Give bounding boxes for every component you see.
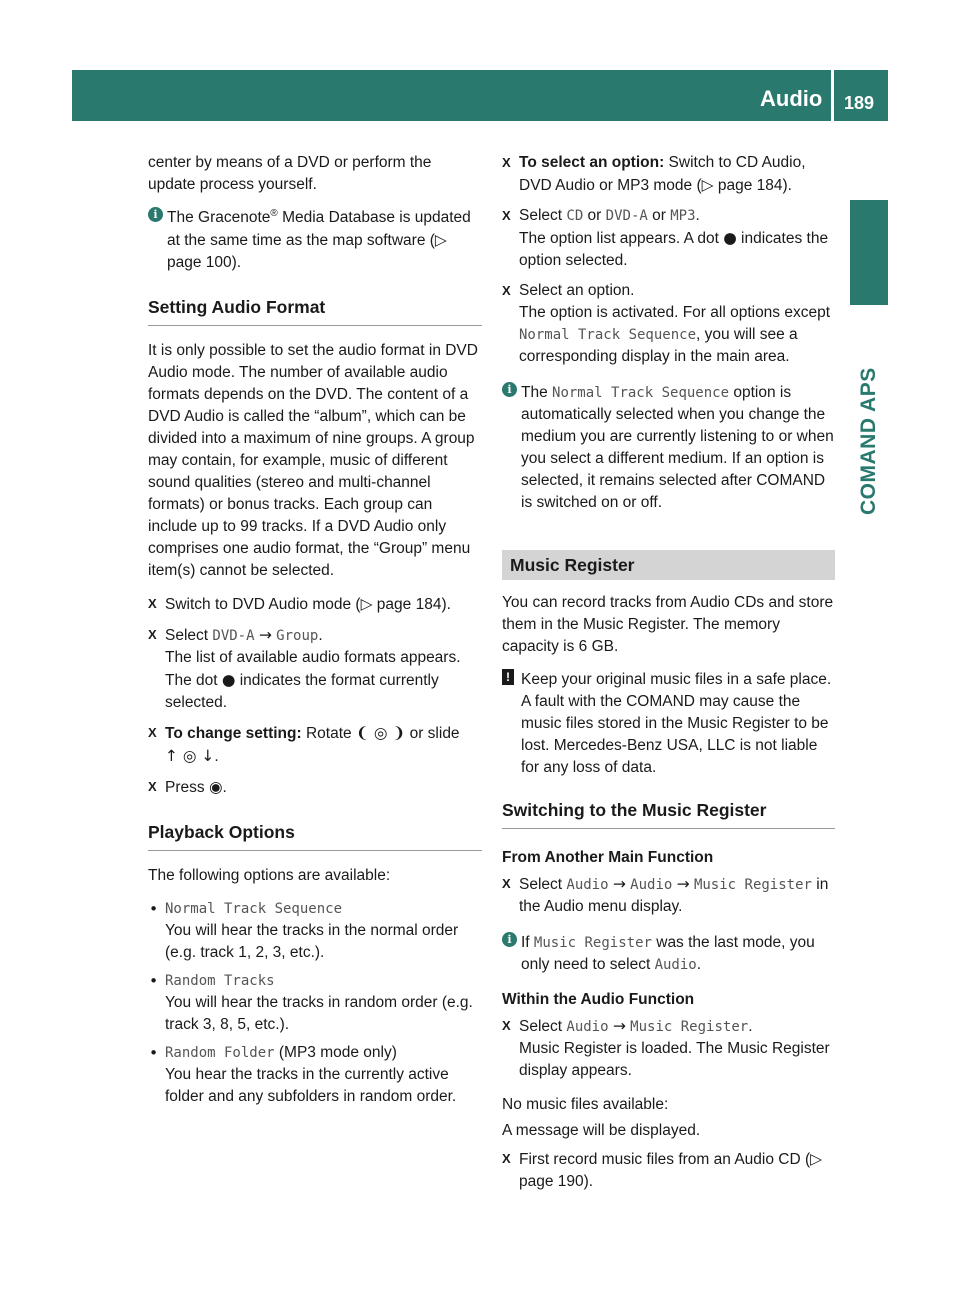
arrow-step-icon: X [502,876,511,891]
page-ref-icon: ▷ [701,176,714,194]
heading-from-another-function: From Another Main Function [502,849,714,866]
info-note-last-mode: i If Music Register was the last mode, you only need to select Audio. [502,932,835,976]
heading-music-register: Music Register [502,550,835,580]
left-column [148,152,482,1114]
info-icon: i [502,382,517,397]
arrow-step-icon: X [148,596,157,611]
step-switch-dvd: X Switch to DVD Audio mode (▷ page 184). [148,595,451,613]
page-ref-icon: ▷ [810,1150,823,1168]
step-first-record: X First record music files from an Audio CD (▷ page 190). [502,1150,823,1190]
arrow-step-icon: X [148,627,157,642]
step-press: X Press ◉. [148,778,227,796]
page-number: 189 [844,93,875,113]
page-ref-link[interactable]: page 184). [717,177,792,194]
heading-switching-register: Switching to the Music Register [502,799,835,829]
info-note-gracenote: i The Gracenote® Media Database is updated at the same time as the map software (▷ page 100). [148,207,482,274]
page-ref-link[interactable]: page 184). [376,596,451,613]
heading-setting-audio-format: Setting Audio Format [148,296,482,326]
warning-note: ! Keep your original music files in a safe place. A fault with the COMAND may cause the music files stored in the Music Register to be lost. Mercedes-Benz USA, LLC is not liable for any loss of data. [502,669,835,779]
page-ref-link[interactable]: page 190). [519,1173,594,1190]
register-paragraph: You can record tracks from Audio CDs and store them in the Music Register. The memory capacity is 6 GB. [502,594,834,655]
arrow-step-icon: X [148,725,157,740]
no-files-text: No music files available: [502,1096,669,1113]
arrow-step-icon: X [502,283,511,298]
page-ref-link[interactable]: page 100). [167,254,242,271]
info-icon: i [148,207,163,222]
header-divider [831,70,834,121]
step-change-setting: X To change setting: Rotate ❨ ◎ ❩ or slide ↑ ◎ ↓. [148,724,460,765]
intro-paragraph: center by means of a DVD or perform the update process yourself. [148,154,432,193]
info-icon: i [502,932,517,947]
page-ref-icon: ▷ [434,231,447,249]
warning-icon: ! [502,669,514,685]
slide-controller-icon: ↑ ◎ ↓ [165,747,215,765]
section-tab-marker [850,200,888,305]
step-select-audio-register: X Select Audio → Audio → Music Register in the Audio menu display. [502,875,829,915]
arrow-step-icon: X [502,1151,511,1166]
arrow-step-icon: X [502,1018,511,1033]
arrow-step-icon: X [148,779,157,794]
dot-icon: ● [723,229,737,247]
step-select-group: X Select DVD-A → Group. The list of available audio formats appears. The dot ● indicates the format currently selected. [148,626,461,711]
step-select-cd: X Select CD or DVD-A or MP3. The option list appears. A dot ● indicates the option selected. [502,207,829,269]
step-select-an-option: X Select an option. The option is activated. For all options except Normal Track Sequence, you will see a corresponding display in the main area. [502,282,831,365]
setting-paragraph: It is only possible to set the audio format in DVD Audio mode. The number of available audio formats depends on the DVD. The content of a DVD Audio is called the “album”, which can be divided into a maximum of nine groups. A group may contain, for example, music of different sound qualities (stereo and multi-channel formats) or bonus tracks. Each group can include up to 99 tracks. If a DVD Audio only comprises one audio format, the “Group” menu item(s) cannot be selected. [148,342,478,579]
heading-playback-options: Playback Options [148,821,482,851]
option-normal-track: • Normal Track Sequence You will hear the tracks in the normal order (e.g. track 1, 2, 3, etc.). [149,900,459,961]
chapter-title: Audio [760,86,823,111]
bullet-icon: • [149,1044,159,1062]
rotate-controller-icon: ❨ ◎ ❩ [355,724,406,742]
message-text: A message will be displayed. [502,1122,701,1139]
bullet-icon: • [149,972,159,990]
right-column [502,152,835,1201]
arrow-step-icon: X [502,155,511,170]
option-random-folder: • Random Folder (MP3 mode only) You hear the tracks in the currently active folder and any subfolders in random order. [149,1044,457,1105]
info-note-normal-track: i The Normal Track Sequence option is automatically selected when you change the medium you are currently listening to or when you select a different medium. If an option is selected, it remains selected after COMAND is switched on or off. [502,382,835,514]
page-ref-icon: ▷ [360,595,373,613]
step-select-option-mode: X To select an option: Switch to CD Audio, DVD Audio or MP3 mode (▷ page 184). [502,154,806,194]
arrow-step-icon: X [502,208,511,223]
playback-paragraph: The following options are available: [148,867,391,884]
press-controller-icon: ◉ [208,778,223,796]
option-random-tracks: • Random Tracks You will hear the tracks in random order (e.g. track 3, 8, 5, etc.). [149,972,473,1033]
heading-within-audio: Within the Audio Function [502,991,695,1008]
dot-icon: ● [221,671,236,689]
bullet-icon: • [149,900,159,918]
section-tab-label: COMAND APS [857,367,880,515]
step-select-within: X Select Audio → Music Register. Music Register is loaded. The Music Register display appears. [502,1017,830,1079]
